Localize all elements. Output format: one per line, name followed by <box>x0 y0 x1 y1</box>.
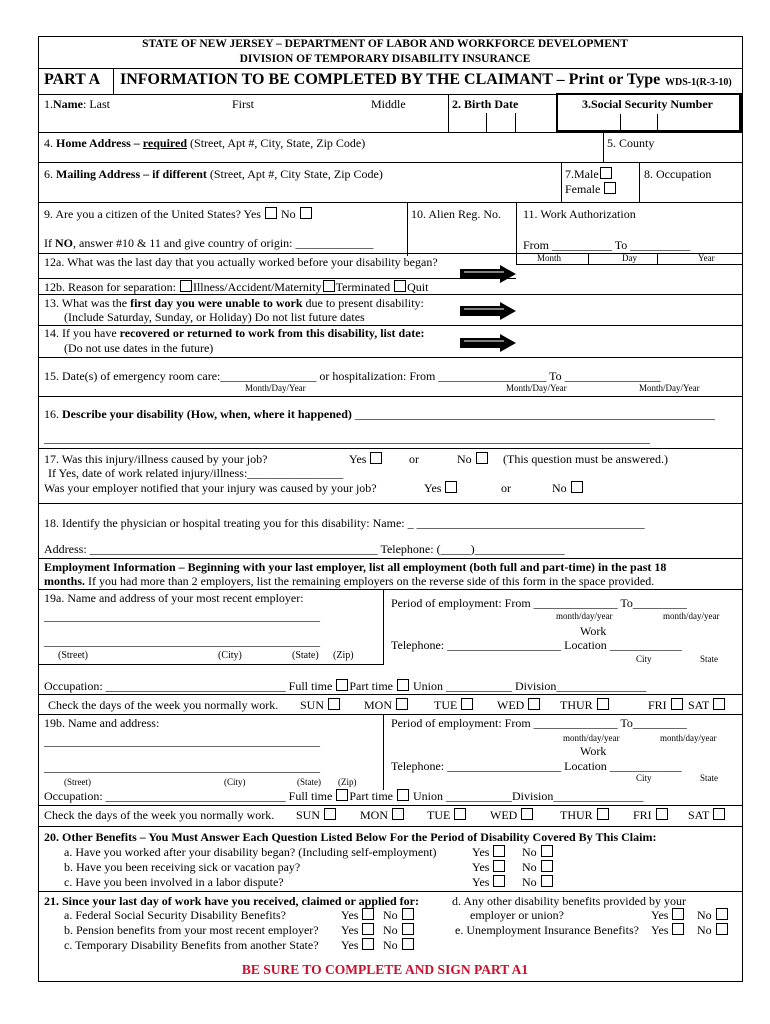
q15-mdy2: Month/Day/Year <box>506 383 567 393</box>
q21-a-no: No <box>383 908 415 923</box>
q20-b-yes: Yes <box>472 860 506 875</box>
thur-checkbox[interactable] <box>597 698 609 710</box>
q21d-no-checkbox[interactable] <box>716 908 728 920</box>
q17-injury-date: If Yes, date of work related injury/illness:________________ <box>48 466 344 480</box>
q19b-line1[interactable]: ______________________________________________ <box>44 734 320 748</box>
female-checkbox[interactable] <box>604 182 616 194</box>
occ2-fulltime-checkbox[interactable] <box>336 789 348 801</box>
q21-b-no: No <box>383 923 415 938</box>
q19a-city2: City <box>636 654 652 664</box>
wed-checkbox[interactable] <box>521 808 533 820</box>
q20b-no-checkbox[interactable] <box>541 860 553 872</box>
q19b-state2: State <box>700 773 718 783</box>
q21a-yes-checkbox[interactable] <box>362 908 374 920</box>
q12b-reason: 12b. Reason for separation: Illness/Accident/Maternity Terminated Quit <box>44 280 429 294</box>
q17-no: No <box>457 452 489 467</box>
q14-arrow-icon <box>460 334 516 352</box>
occupation-2: Occupation: ______________________________ Full time Part time Union ___________Division_______________ <box>44 789 644 803</box>
wed-checkbox[interactable] <box>528 698 540 710</box>
q19b-period: Period of employment: From ______________ To_________ <box>391 716 687 730</box>
q20-a-no: No <box>522 845 554 860</box>
q17-job-caused: 17. Was this injury/illness caused by your job? <box>44 452 268 466</box>
sat-checkbox[interactable] <box>713 698 725 710</box>
q11-work-auth: 11. Work Authorization <box>523 207 636 221</box>
q21c-yes-checkbox[interactable] <box>362 938 374 950</box>
notified-yes-checkbox[interactable] <box>445 481 457 493</box>
q17-or: or <box>409 452 419 466</box>
q19a-street: (Street) <box>58 650 88 661</box>
q1-first: First <box>232 97 255 111</box>
q15-mdy3: Month/Day/Year <box>639 383 700 393</box>
q20c-yes-checkbox[interactable] <box>493 875 505 887</box>
q19a-mdy2: month/day/year <box>663 611 720 621</box>
q21-e-no: No <box>697 923 729 938</box>
mon-checkbox[interactable] <box>396 698 408 710</box>
q9-citizen: 9. Are you a citizen of the United States? Yes No <box>44 207 313 222</box>
day-tue-2: TUE <box>427 808 467 823</box>
q19a-label: 19a. Name and address of your most recent employer: <box>44 591 304 605</box>
q19a-state2: State <box>700 654 718 664</box>
q20-b: b. Have you been receiving sick or vacation pay? <box>64 860 301 874</box>
part-label: PART A <box>44 71 101 88</box>
q19a-city: (City) <box>218 650 242 661</box>
q20-c-no: No <box>522 875 554 890</box>
q19a-line2[interactable]: ______________________________________________ <box>44 634 320 648</box>
q19a-period: Period of employment: From ______________ To_________ <box>391 596 687 610</box>
q21d-yes-checkbox[interactable] <box>672 908 684 920</box>
sun-checkbox[interactable] <box>324 808 336 820</box>
q13-arrow-icon <box>460 302 516 320</box>
q19b-city2: City <box>636 773 652 783</box>
q17-employer-notified: Was your employer notified that your injury was caused by your job? <box>44 481 377 495</box>
header-line2: DIVISION OF TEMPORARY DISABILITY INSURANCE <box>239 53 531 65</box>
q19b-label: 19b. Name and address: <box>44 716 160 730</box>
q21e-no-checkbox[interactable] <box>716 923 728 935</box>
q19b-mdy1: month/day/year <box>563 733 620 743</box>
q21-c: c. Temporary Disability Benefits from another State? <box>64 938 319 952</box>
q19a-state: (State) <box>292 650 319 661</box>
thur-checkbox[interactable] <box>597 808 609 820</box>
quit-checkbox[interactable] <box>394 280 406 292</box>
q21-c-yes: Yes <box>341 938 375 953</box>
day-thur-2: THUR <box>560 808 610 823</box>
day-mon-1: MON <box>364 698 409 713</box>
q3-ssn: 3.Social Security Number <box>582 97 713 111</box>
q20-c: c. Have you been involved in a labor dispute? <box>64 875 284 889</box>
q12a-arrow-icon <box>460 265 516 283</box>
q21-d-no: No <box>697 908 729 923</box>
q6-mailing-address: 6. Mailing Address – if different (Street, Apt #, City State, Zip Code) <box>44 167 383 181</box>
q21-b: b. Pension benefits from your most recent employer? <box>64 923 319 937</box>
day-sun-1: SUN <box>300 698 341 713</box>
fri-checkbox[interactable] <box>671 698 683 710</box>
citizen-yes-checkbox[interactable] <box>265 207 277 219</box>
q21-a: a. Federal Social Security Disability Benefits? <box>64 908 286 922</box>
day-sun-2: SUN <box>296 808 337 823</box>
q15-er-care: 15. Date(s) of emergency room care:________________ or hospitalization: From __________________ To ________________ <box>44 369 661 383</box>
fri-checkbox[interactable] <box>656 808 668 820</box>
days-label-1: Check the days of the week you normally work. <box>48 698 279 712</box>
q19b-city: (City) <box>224 777 246 787</box>
q21-d-yes: Yes <box>651 908 685 923</box>
q13-first-day: 13. What was the first day you were unable to work due to present disability: <box>44 296 424 310</box>
q19a-mdy1: month/day/year <box>556 611 613 621</box>
occupation-1: Occupation: ______________________________ Full time Part time Union ___________ Division_______________ <box>44 679 647 693</box>
q21a-no-checkbox[interactable] <box>402 908 414 920</box>
sun-checkbox[interactable] <box>328 698 340 710</box>
day-wed-1: WED <box>497 698 541 713</box>
q17-yes: Yes <box>349 452 383 467</box>
q12a-last-day: 12a. What was the last day that you actually worked before your disability began? <box>44 255 438 269</box>
q19b-telephone: Telephone: ___________________ Location ____________ <box>391 759 682 773</box>
occ1-parttime-checkbox[interactable] <box>397 679 409 691</box>
q2-birth-date: 2. Birth Date <box>452 97 519 111</box>
q8-occupation: 8. Occupation <box>644 167 712 181</box>
footer-notice: BE SURE TO COMPLETE AND SIGN PART A1 <box>241 962 529 977</box>
citizen-no-checkbox[interactable] <box>300 207 312 219</box>
terminated-checkbox[interactable] <box>323 280 335 292</box>
q21b-yes-checkbox[interactable] <box>362 923 374 935</box>
q19b-zip: (Zip) <box>338 777 357 787</box>
day-thur-1: THUR <box>560 698 610 713</box>
q19b-work: Work <box>580 744 607 758</box>
q21-c-no: No <box>383 938 415 953</box>
q21-e-yes: Yes <box>651 923 685 938</box>
q18-physician: 18. Identify the physician or hospital treating you for this disability: Name: _ ______________________________________ <box>44 516 645 530</box>
q19a-telephone: Telephone: ___________________ Location ____________ <box>391 638 682 652</box>
q20c-no-checkbox[interactable] <box>541 875 553 887</box>
q20-heading: 20. Other Benefits – You Must Answer Each Question Listed Below For the Period of Disability Covered By This Claim: <box>44 830 657 844</box>
q11-from-to: From __________ To __________ <box>523 238 691 252</box>
q20b-yes-checkbox[interactable] <box>493 860 505 872</box>
q19b-street: (Street) <box>64 777 91 787</box>
q21b-no-checkbox[interactable] <box>402 923 414 935</box>
part-title: INFORMATION TO BE COMPLETED BY THE CLAIMANT – Print or Type <box>120 71 661 88</box>
q14-note: (Do not use dates in the future) <box>64 341 214 355</box>
day-fri-1: FRI <box>648 698 684 713</box>
q20-a: a. Have you worked after your disability began? (Including self-employment) <box>64 845 437 859</box>
q18-address: Address: ________________________________________________ Telephone: (_____)_______________ <box>44 542 565 556</box>
employment-info: Employment Information – Beginning with your last employer, list all employment (both full and part-time) in the past 18 <box>44 560 667 574</box>
q5-county: 5. County <box>607 136 655 150</box>
q17-notified-no: No <box>552 481 584 496</box>
q19b-mdy2: month/day/year <box>660 733 717 743</box>
q19b-line2[interactable]: ______________________________________________ <box>44 760 320 774</box>
q21c-no-checkbox[interactable] <box>402 938 414 950</box>
day-tue-1: TUE <box>434 698 474 713</box>
q21-a-yes: Yes <box>341 908 375 923</box>
sat-checkbox[interactable] <box>713 808 725 820</box>
day-sat-1: SAT <box>688 698 726 713</box>
q7-female: Female <box>565 182 617 197</box>
mon-checkbox[interactable] <box>392 808 404 820</box>
q20-a-yes: Yes <box>472 845 506 860</box>
occ2-parttime-checkbox[interactable] <box>397 789 409 801</box>
q21-d1: d. Any other disability benefits provided by your <box>452 894 686 908</box>
q20a-yes-checkbox[interactable] <box>493 845 505 857</box>
q1-middle: Middle <box>371 97 406 111</box>
q7-male: 7.Male <box>565 167 613 182</box>
q1-name: 1.Name: Last <box>44 97 111 111</box>
q21-e: e. Unemployment Insurance Benefits? <box>455 923 639 937</box>
q16-line[interactable]: _____________________________________________________________________________________________________ <box>44 431 650 445</box>
days-label-2: Check the days of the week you normally work. <box>44 808 275 822</box>
q9-if-no: If NO, answer #10 & 11 and give country of origin: _____________ <box>44 236 374 250</box>
q16-describe: 16. Describe your disability (How, when, where it happened) ____________________________________________________________ <box>44 407 715 421</box>
occ1-fulltime-checkbox[interactable] <box>336 679 348 691</box>
day-fri-2: FRI <box>633 808 669 823</box>
q17-no-checkbox[interactable] <box>476 452 488 464</box>
tue-checkbox[interactable] <box>454 808 466 820</box>
q17-must: (This question must be answered.) <box>503 452 668 466</box>
q15-mdy1: Month/Day/Year <box>245 383 306 393</box>
q20-b-no: No <box>522 860 554 875</box>
q11-day: Day <box>622 253 637 263</box>
illness-checkbox[interactable] <box>180 280 192 292</box>
notified-no-checkbox[interactable] <box>571 481 583 493</box>
q17-or2: or <box>501 481 511 495</box>
employment-info-2: months. If you had more than 2 employers, list the remaining employers on the reverse side of this form in the space provided. <box>44 574 655 588</box>
q13-note: (Include Saturday, Sunday, or Holiday) Do not list future dates <box>64 310 365 324</box>
q20a-no-checkbox[interactable] <box>541 845 553 857</box>
q21-b-yes: Yes <box>341 923 375 938</box>
q20-c-yes: Yes <box>472 875 506 890</box>
q19a-work: Work <box>580 624 607 638</box>
day-sat-2: SAT <box>688 808 726 823</box>
tue-checkbox[interactable] <box>461 698 473 710</box>
q21e-yes-checkbox[interactable] <box>672 923 684 935</box>
form-number: WDS-1(R-3-10) <box>665 77 732 88</box>
q4-home-address: 4. Home Address – required (Street, Apt #, City, State, Zip Code) <box>44 136 366 150</box>
day-wed-2: WED <box>490 808 534 823</box>
day-mon-2: MON <box>360 808 405 823</box>
q19a-line1[interactable]: ______________________________________________ <box>44 609 320 623</box>
q19b-state: (State) <box>297 777 321 787</box>
q17-yes-checkbox[interactable] <box>370 452 382 464</box>
male-checkbox[interactable] <box>600 167 612 179</box>
q19a-zip: (Zip) <box>333 650 354 661</box>
q11-year: Year <box>698 253 715 263</box>
header-line1: STATE OF NEW JERSEY – DEPARTMENT OF LABOR AND WORKFORCE DEVELOPMENT <box>142 38 628 50</box>
q10-alien-reg: 10. Alien Reg. No. <box>411 207 501 221</box>
q14-recovered: 14. If you have recovered or returned to work from this disability, list date: <box>44 326 425 340</box>
q17-notified-yes: Yes <box>424 481 458 496</box>
q11-month: Month <box>537 253 562 263</box>
q21-d2: employer or union? <box>470 908 564 922</box>
q21-heading: 21. Since your last day of work have you received, claimed or applied for: <box>44 894 419 908</box>
